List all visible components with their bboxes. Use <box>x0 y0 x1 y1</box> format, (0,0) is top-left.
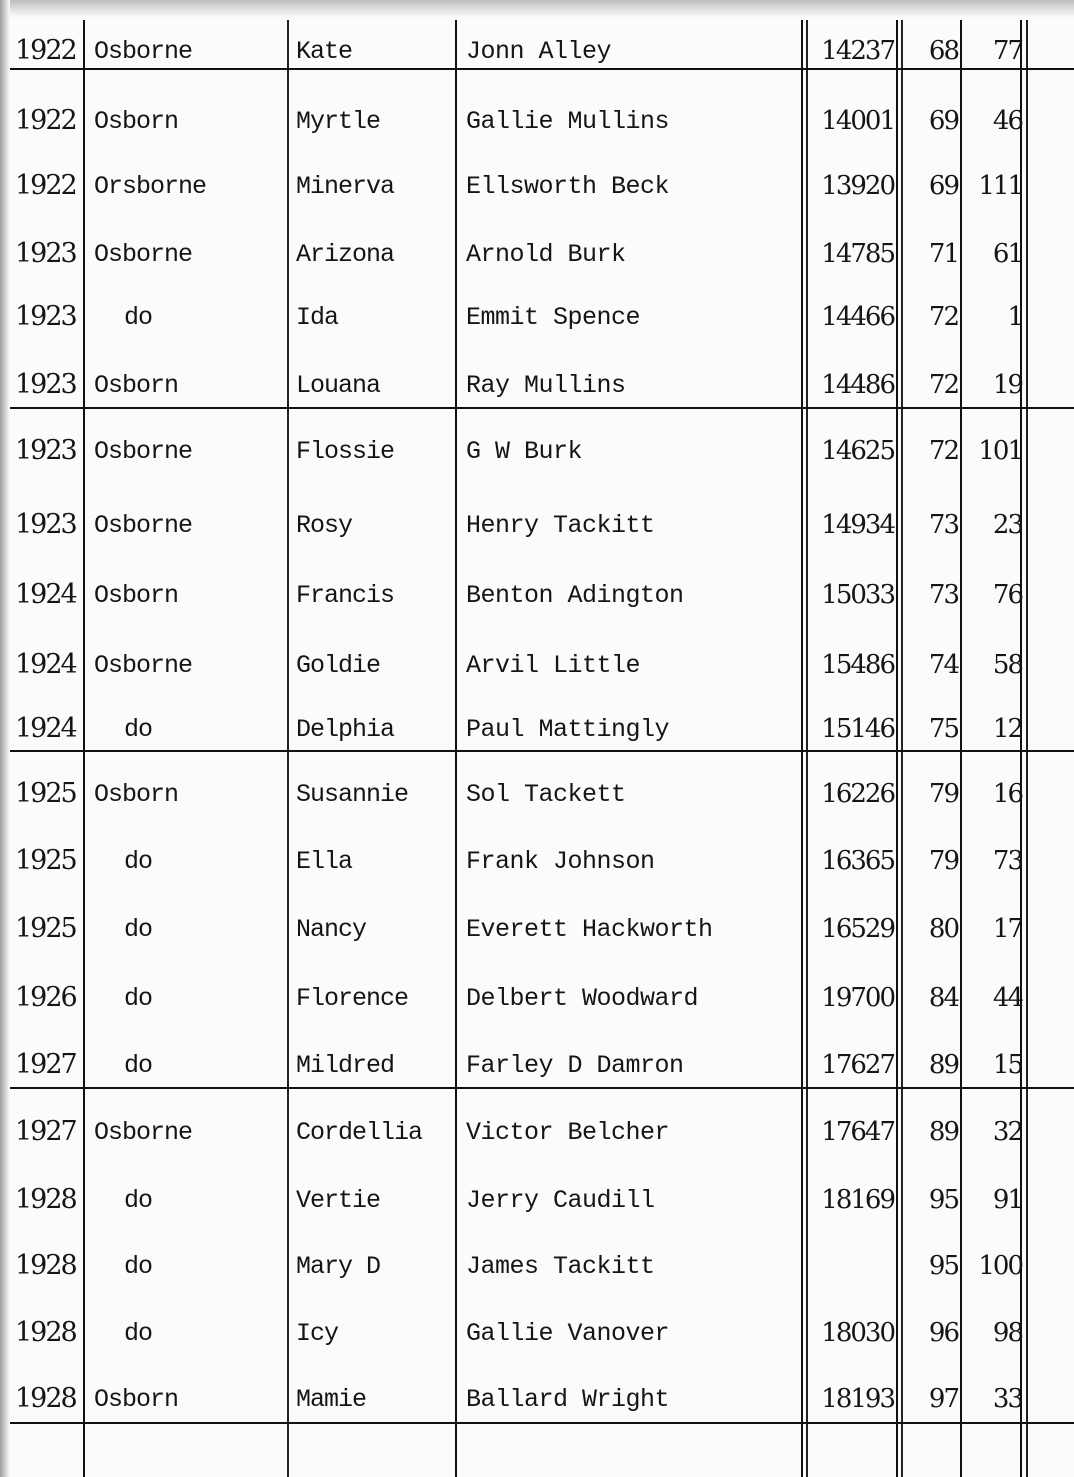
row-page: 46 <box>992 106 1022 136</box>
table-row <box>0 36 1074 66</box>
row-page: 12 <box>992 714 1022 744</box>
row-given-name: Florence <box>296 984 409 1013</box>
row-spouse: Everett Hackworth <box>466 915 713 944</box>
row-spouse: Paul Mattingly <box>466 715 670 744</box>
table-row <box>0 302 1074 332</box>
row-given-name: Vertie <box>296 1186 381 1215</box>
row-spouse: Benton Adington <box>466 581 684 610</box>
paper-top-edge <box>0 0 1074 18</box>
row-given-name: Myrtle <box>296 107 381 136</box>
row-given-name: Susannie <box>296 780 409 809</box>
row-page: 15 <box>992 1050 1022 1080</box>
row-surname: Osborn <box>94 780 179 809</box>
table-row <box>0 650 1074 680</box>
row-surname: Osborn <box>94 371 179 400</box>
row-certificate-number: 15033 <box>821 580 894 610</box>
row-spouse: Gallie Mullins <box>466 107 670 136</box>
row-certificate-number: 14625 <box>821 436 894 466</box>
row-volume: 71 <box>928 239 958 269</box>
row-certificate-number: 14934 <box>821 510 894 540</box>
row-year: 1928 <box>15 1184 76 1215</box>
row-spouse: Emmit Spence <box>466 303 641 332</box>
row-volume: 68 <box>928 36 958 66</box>
row-year: 1923 <box>15 435 76 466</box>
row-surname: do <box>124 1252 153 1281</box>
row-given-name: Nancy <box>296 915 367 944</box>
row-surname: Osborne <box>94 651 193 680</box>
row-year: 1926 <box>15 982 76 1013</box>
row-certificate-number: 17647 <box>821 1117 894 1147</box>
row-given-name: Ida <box>296 303 339 332</box>
row-volume: 89 <box>928 1117 958 1147</box>
row-page: 77 <box>992 36 1022 66</box>
row-volume: 69 <box>928 171 958 201</box>
row-page: 76 <box>992 580 1022 610</box>
row-spouse: Arvil Little <box>466 651 641 680</box>
row-volume: 79 <box>928 779 958 809</box>
row-given-name: Minerva <box>296 172 395 201</box>
row-spouse: Delbert Woodward <box>466 984 699 1013</box>
row-surname: Orsborne <box>94 172 207 201</box>
row-certificate-number: 15146 <box>821 714 894 744</box>
row-spouse: Henry Tackitt <box>466 511 655 540</box>
row-year: 1922 <box>15 170 76 201</box>
row-surname: Osborne <box>94 511 193 540</box>
row-spouse: Ellsworth Beck <box>466 172 670 201</box>
row-given-name: Flossie <box>296 437 395 466</box>
row-year: 1925 <box>15 778 76 809</box>
row-year: 1922 <box>15 105 76 136</box>
row-certificate-number: 19700 <box>821 983 894 1013</box>
row-surname: do <box>124 1186 153 1215</box>
row-certificate-number: 14486 <box>821 370 894 400</box>
row-spouse: Farley D Damron <box>466 1051 684 1080</box>
row-certificate-number: 14237 <box>821 36 894 66</box>
row-year: 1923 <box>15 301 76 332</box>
row-page: 19 <box>992 370 1022 400</box>
row-year: 1923 <box>15 369 76 400</box>
row-page: 16 <box>992 779 1022 809</box>
row-spouse: Frank Johnson <box>466 847 655 876</box>
row-year: 1925 <box>15 913 76 944</box>
row-surname: Osborn <box>94 581 179 610</box>
table-row <box>0 106 1074 136</box>
row-year: 1927 <box>15 1049 76 1080</box>
row-year: 1922 <box>15 35 76 66</box>
table-row <box>0 1117 1074 1147</box>
row-given-name: Louana <box>296 371 381 400</box>
row-certificate-number: 17627 <box>821 1050 894 1080</box>
row-certificate-number: 18169 <box>821 1185 894 1215</box>
row-page: 17 <box>992 914 1022 944</box>
group-rule-5 <box>10 1422 1074 1424</box>
row-spouse: Sol Tackett <box>466 780 626 809</box>
table-row <box>0 914 1074 944</box>
row-page: 58 <box>992 650 1022 680</box>
row-year: 1923 <box>15 509 76 540</box>
row-volume: 89 <box>928 1050 958 1080</box>
row-page: 111 <box>978 171 1022 201</box>
table-row <box>0 983 1074 1013</box>
row-volume: 95 <box>928 1251 958 1281</box>
row-page: 61 <box>992 239 1022 269</box>
table-row <box>0 1251 1074 1281</box>
table-row <box>0 714 1074 744</box>
row-year: 1925 <box>15 845 76 876</box>
row-surname: Osborne <box>94 240 193 269</box>
row-certificate-number: 15486 <box>821 650 894 680</box>
row-given-name: Mildred <box>296 1051 395 1080</box>
row-surname: do <box>124 984 153 1013</box>
row-volume: 72 <box>928 370 958 400</box>
row-given-name: Francis <box>296 581 395 610</box>
row-surname: Osborne <box>94 1118 193 1147</box>
row-year: 1928 <box>15 1317 76 1348</box>
row-surname: Osborne <box>94 437 193 466</box>
row-year: 1927 <box>15 1116 76 1147</box>
row-certificate-number: 14466 <box>821 302 894 332</box>
row-page: 91 <box>992 1185 1022 1215</box>
row-given-name: Ella <box>296 847 353 876</box>
row-page: 33 <box>992 1384 1022 1414</box>
group-rule-1 <box>10 68 1074 70</box>
row-spouse: Ballard Wright <box>466 1385 670 1414</box>
row-certificate-number: 16529 <box>821 914 894 944</box>
row-given-name: Icy <box>296 1319 339 1348</box>
row-volume: 74 <box>928 650 958 680</box>
row-volume: 72 <box>928 302 958 332</box>
row-spouse: G W Burk <box>466 437 583 466</box>
row-surname: Osborn <box>94 1385 179 1414</box>
row-page: 23 <box>992 510 1022 540</box>
row-surname: do <box>124 1319 153 1348</box>
row-page: 101 <box>978 436 1022 466</box>
row-volume: 69 <box>928 106 958 136</box>
row-given-name: Cordellia <box>296 1118 423 1147</box>
row-year: 1923 <box>15 238 76 269</box>
row-surname: Osborne <box>94 37 193 66</box>
row-surname: do <box>124 303 153 332</box>
row-page: 73 <box>992 846 1022 876</box>
row-spouse: Ray Mullins <box>466 371 626 400</box>
row-certificate-number: 18193 <box>821 1384 894 1414</box>
row-year: 1924 <box>15 713 76 744</box>
row-certificate-number: 13920 <box>821 171 894 201</box>
row-page: 32 <box>992 1117 1022 1147</box>
row-given-name: Rosy <box>296 511 353 540</box>
row-surname: do <box>124 915 153 944</box>
table-row <box>0 1050 1074 1080</box>
table-row <box>0 1185 1074 1215</box>
table-row <box>0 436 1074 466</box>
row-page: 98 <box>992 1318 1022 1348</box>
row-volume: 73 <box>928 510 958 540</box>
row-certificate-number: 18030 <box>821 1318 894 1348</box>
table-row <box>0 370 1074 400</box>
row-given-name: Arizona <box>296 240 395 269</box>
row-given-name: Kate <box>296 37 353 66</box>
table-row <box>0 171 1074 201</box>
row-volume: 97 <box>928 1384 958 1414</box>
row-volume: 75 <box>928 714 958 744</box>
row-spouse: Arnold Burk <box>466 240 626 269</box>
group-rule-4 <box>10 1087 1074 1089</box>
table-row <box>0 239 1074 269</box>
row-certificate-number: 16226 <box>821 779 894 809</box>
row-volume: 96 <box>928 1318 958 1348</box>
table-row <box>0 510 1074 540</box>
group-rule-3 <box>10 750 1074 752</box>
row-certificate-number: 14785 <box>821 239 894 269</box>
row-volume: 84 <box>928 983 958 1013</box>
row-spouse: James Tackitt <box>466 1252 655 1281</box>
row-volume: 79 <box>928 846 958 876</box>
row-surname: do <box>124 715 153 744</box>
row-year: 1924 <box>15 579 76 610</box>
table-row <box>0 580 1074 610</box>
row-surname: Osborn <box>94 107 179 136</box>
row-volume: 73 <box>928 580 958 610</box>
table-row <box>0 1318 1074 1348</box>
row-year: 1924 <box>15 649 76 680</box>
row-surname: do <box>124 847 153 876</box>
row-volume: 95 <box>928 1185 958 1215</box>
row-page: 44 <box>992 983 1022 1013</box>
row-certificate-number: 14001 <box>821 106 894 136</box>
row-spouse: Jonn Alley <box>466 37 612 66</box>
table-row <box>0 1384 1074 1414</box>
row-given-name: Delphia <box>296 715 395 744</box>
row-given-name: Mary D <box>296 1252 381 1281</box>
table-row <box>0 779 1074 809</box>
row-volume: 72 <box>928 436 958 466</box>
row-given-name: Goldie <box>296 651 381 680</box>
row-certificate-number: 16365 <box>821 846 894 876</box>
row-given-name: Mamie <box>296 1385 367 1414</box>
row-spouse: Gallie Vanover <box>466 1319 670 1348</box>
row-volume: 80 <box>928 914 958 944</box>
row-page: 1 <box>1007 302 1022 332</box>
row-year: 1928 <box>15 1250 76 1281</box>
table-row <box>0 846 1074 876</box>
row-year: 1928 <box>15 1383 76 1414</box>
row-spouse: Jerry Caudill <box>466 1186 655 1215</box>
row-page: 100 <box>978 1251 1022 1281</box>
row-surname: do <box>124 1051 153 1080</box>
row-spouse: Victor Belcher <box>466 1118 670 1147</box>
group-rule-2 <box>10 407 1074 409</box>
